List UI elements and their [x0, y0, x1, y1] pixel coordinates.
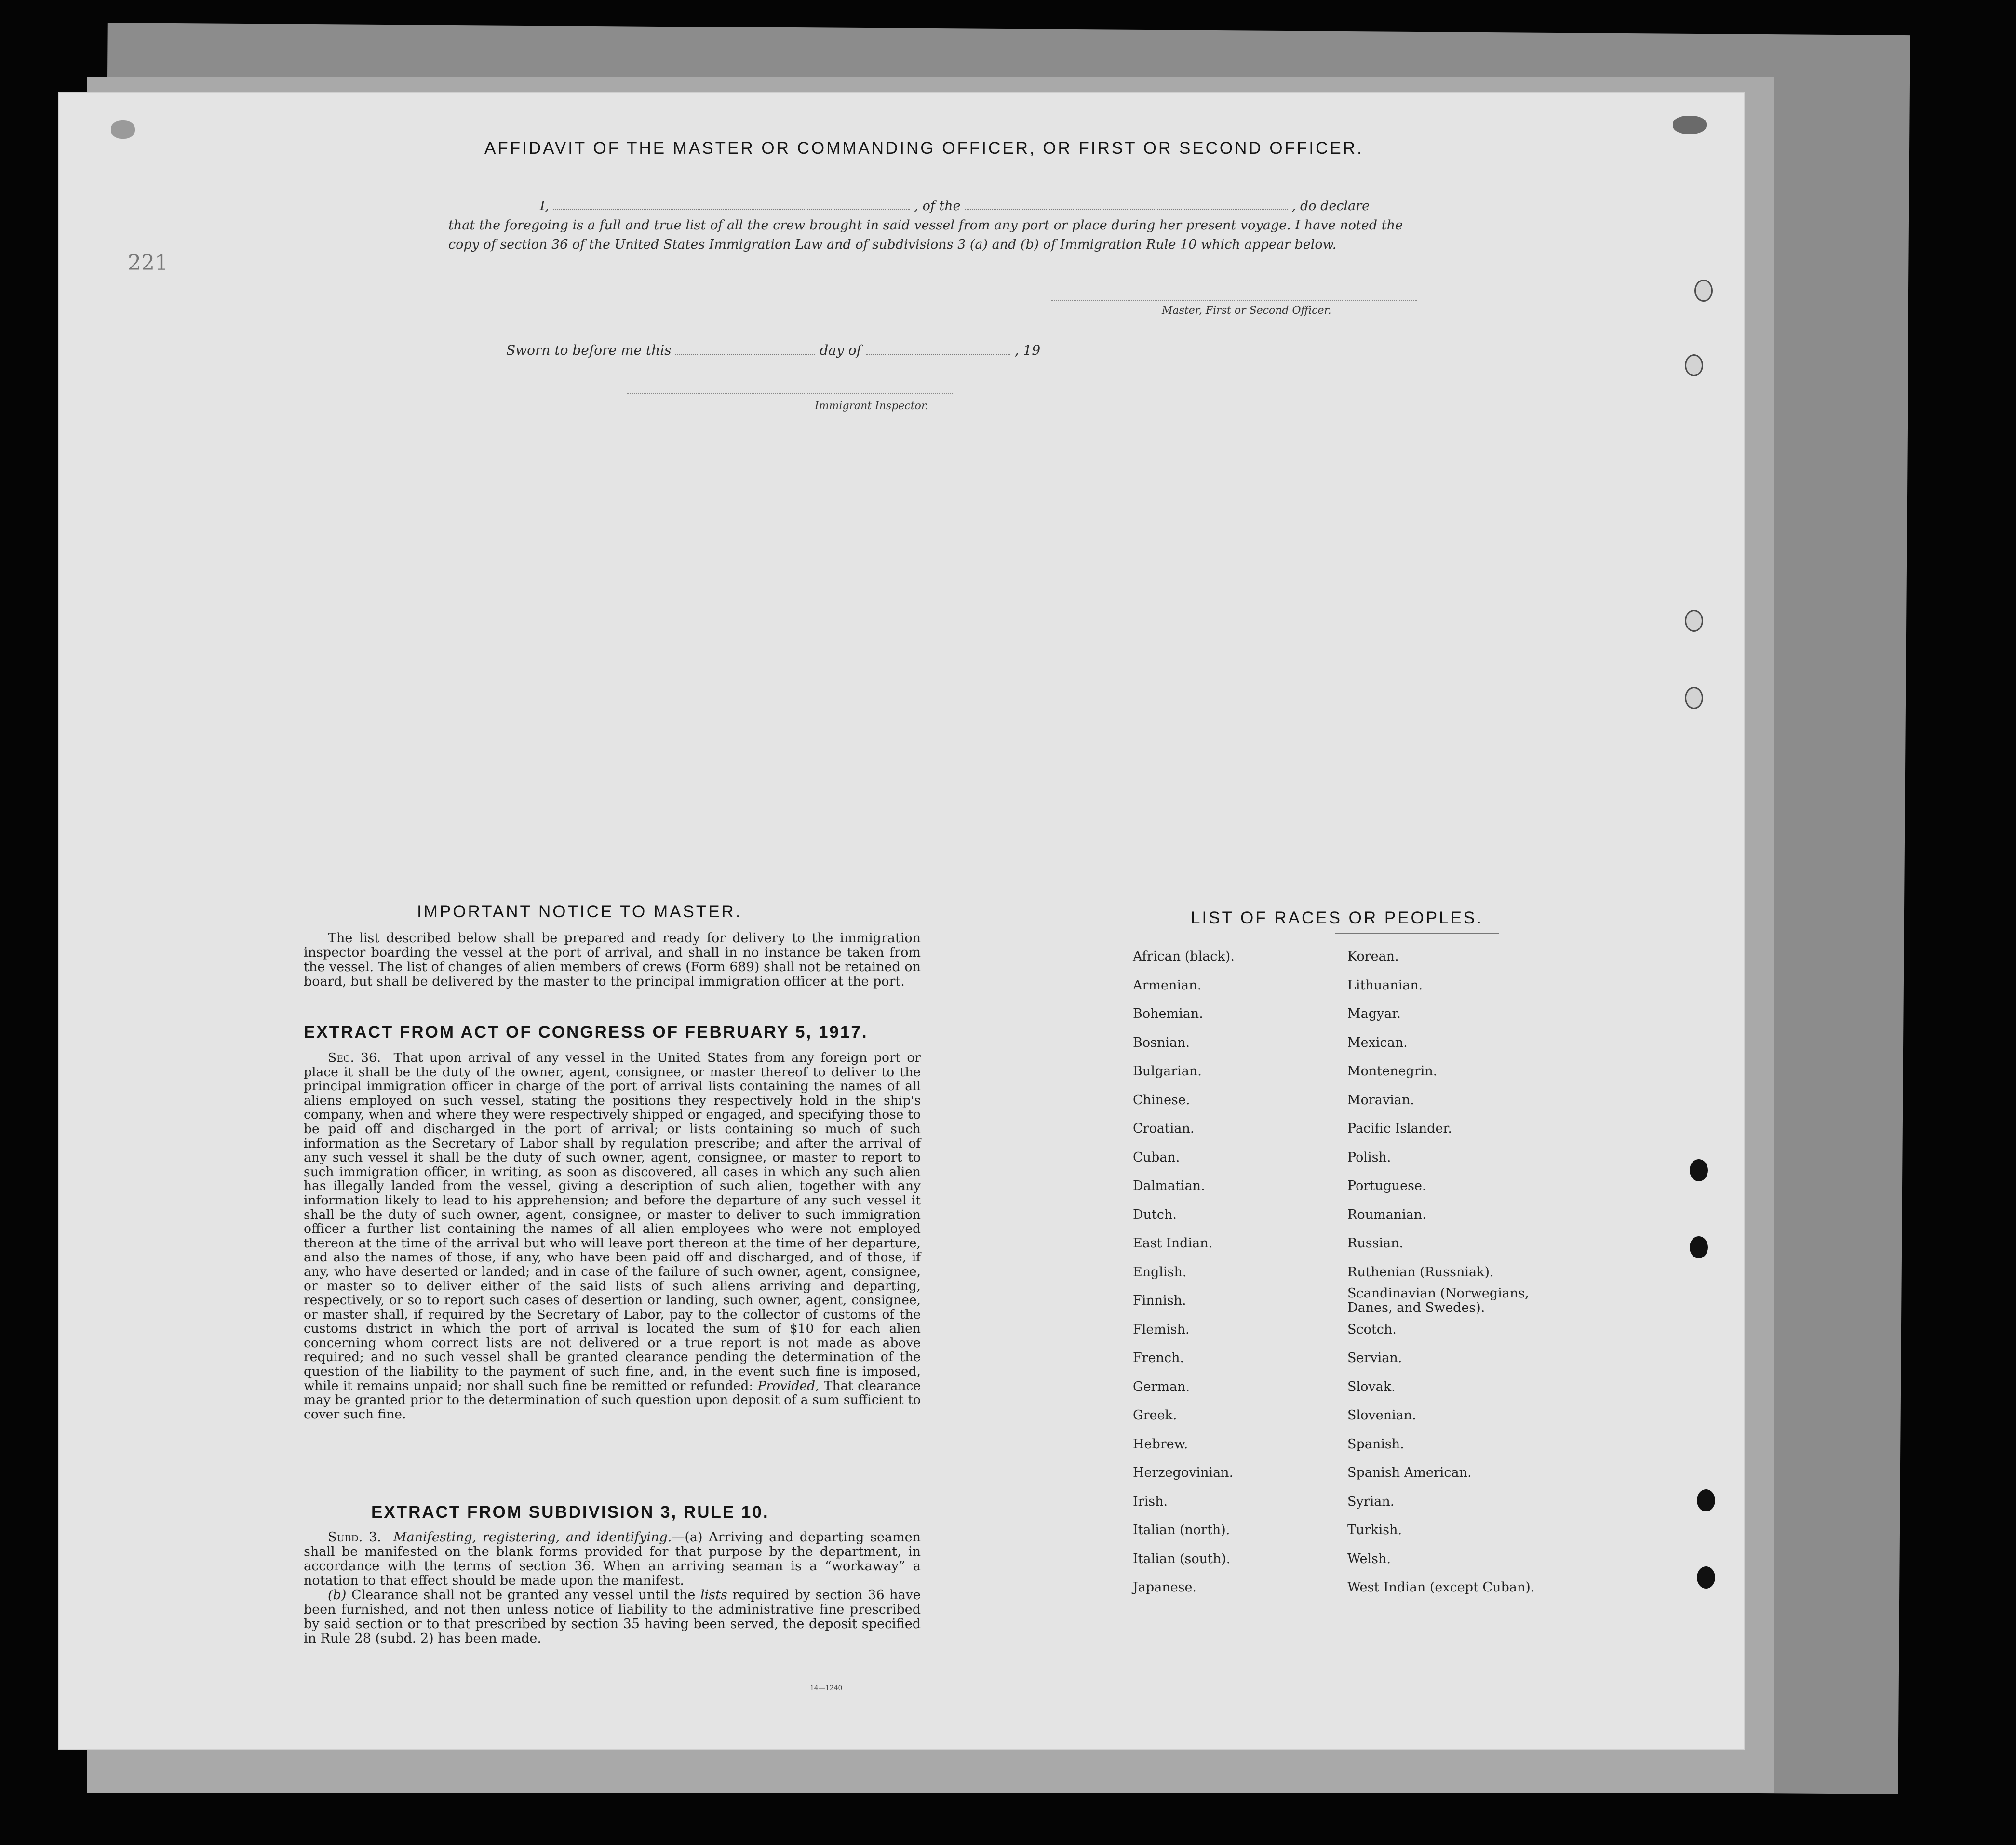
act-section-label: Sec. 36.: [328, 1050, 381, 1065]
punch-hole: [1694, 280, 1713, 302]
signature-caption: Master, First or Second Officer.: [1162, 305, 1331, 317]
race-item: Slovenian.: [1347, 1408, 1416, 1423]
affidavit-of-the-label: , of the: [914, 199, 961, 214]
signature-line[interactable]: [1051, 300, 1417, 301]
race-item: Slovak.: [1347, 1379, 1396, 1394]
punch-hole: [1685, 687, 1703, 709]
notice-text: The list described below shall be prepared and ready for delivery to the immigration inspector boarding the vessel at the port of arrival, and shall in no instance be taken from the vessel. The list of changes of alien members of crews (Form 689) shall not be retained on board, but shall be delivered by the master to the principal immigration officer at the port.: [304, 931, 921, 989]
race-item: Chinese.: [1133, 1092, 1190, 1108]
inspector-caption: Immigrant Inspector.: [815, 400, 928, 412]
races-column-1: [1133, 942, 1235, 1602]
race-item: Bohemian.: [1133, 1006, 1203, 1021]
race-item: French.: [1133, 1350, 1184, 1365]
race-item: Mexican.: [1347, 1035, 1408, 1050]
sworn-prefix: Sworn to before me this: [506, 342, 672, 358]
punch-hole: [1685, 610, 1703, 632]
race-item: Spanish.: [1347, 1436, 1404, 1452]
race-item: Finnish.: [1133, 1293, 1186, 1308]
act-title: EXTRACT FROM ACT OF CONGRESS OF FEBRUARY 5, 1917.: [304, 1023, 868, 1042]
notice-body: [304, 931, 921, 989]
subdivision-para-a: [304, 1530, 921, 1588]
race-item: Herzegovinian.: [1133, 1465, 1234, 1480]
race-item: Irish.: [1133, 1494, 1168, 1509]
race-item: Polish.: [1347, 1150, 1391, 1165]
subdivision-body: [304, 1530, 921, 1646]
race-item: Portuguese.: [1347, 1178, 1426, 1193]
race-item: German.: [1133, 1379, 1190, 1394]
act-text-end: That clearance may be granted prior to the determination of such question upon deposit of a sum sufficient to cover such fine.: [304, 1378, 921, 1422]
affidavit-do-declare-label: , do declare: [1291, 199, 1370, 214]
race-item: Servian.: [1347, 1350, 1402, 1365]
race-item: Montenegrin.: [1347, 1064, 1438, 1079]
race-item: Hebrew.: [1133, 1436, 1188, 1452]
race-item: Greek.: [1133, 1408, 1177, 1423]
affidavit-i-label: I,: [540, 199, 550, 214]
race-item: Bulgarian.: [1133, 1064, 1202, 1079]
race-item: Welsh.: [1347, 1551, 1391, 1566]
race-item: Magyar.: [1347, 1006, 1401, 1021]
act-provided-label: Provided,: [757, 1378, 820, 1393]
act-body: [304, 1051, 921, 1421]
torn-edge: [111, 120, 135, 139]
race-item: Ruthenian (Russniak).: [1347, 1264, 1494, 1280]
race-item: Armenian.: [1133, 977, 1202, 993]
race-item: Japanese.: [1133, 1580, 1197, 1595]
race-item: Korean.: [1347, 949, 1399, 964]
race-item: Dalmatian.: [1133, 1178, 1205, 1193]
race-item: Moravian.: [1347, 1092, 1414, 1108]
affidavit-statement: that the foregoing is a full and true list of all the crew brought in said vessel from any port or place during her present voyage. I have noted the copy of section 36 of the United States Immigration Law and of subdivisions 3 (a) and (b) of Immigration Rule 10 which appear below.: [448, 218, 1403, 252]
race-item: Flemish.: [1133, 1322, 1190, 1337]
act-text: That upon arrival of any vessel in the United States from any foreign port or place it shall be the duty of the owner, agent, consignee, or master thereof to deliver to the principal immigration officer in charge of the port of arrival lists containing the names of all aliens employed on such vessel, stating the positions they respectively hold in the ship's company, when and where they were respectively shipped or engaged, and specifying those to be paid off and discharged in the port of arrival; or lists containing so much of such information as the Secretary of Labor shall by regulation prescribe; and after the arrival of any such vessel it shall be the duty of such owner, agent, consignee, or master to report to such immigration officer, in writing, as soon as discovered, all cases in which any such alien has illegally landed from the vessel, giving a description of such alien, together with any information likely to lead to his apprehension; and before the departure of any such vessel it shall be the duty of such owner, agent, consignee, or master to deliver to such immigration officer a further list containing the names of all alien employees who were not employed thereon at the time of the arrival but who will leave port thereon at the time of her departure, and also the names of those, if any, who have been paid off and discharged, and of those, if any, who have deserted or landed; and in case of the failure of such owner, agent, consignee, or master so to deliver either of the said lists of such aliens arriving and departing, respectively, or so to report such cases of desertion or landing, such owner, agent, consignee, or master shall, if required by the Secretary of Labor, pay to the collector of customs of the customs district in which the port of arrival is located the sum of $10 for each alien concerning whom correct lists are not delivered or a true report is not made as above required; and no such vessel shall be granted clearance pending the determination of the question of the liability to the payment of such fine, and, in the event such fine is imposed, while it remains unpaid; nor shall such fine be remitted or refunded:: [304, 1050, 921, 1393]
race-item: Spanish American.: [1347, 1465, 1472, 1480]
vessel-name-blank[interactable]: [965, 199, 1288, 210]
sworn-month-blank[interactable]: [866, 343, 1010, 355]
race-item: East Indian.: [1133, 1236, 1213, 1251]
subdivision-para-b-lists: lists: [700, 1588, 727, 1603]
margin-handwritten-number: 221: [128, 251, 168, 275]
races-column-2: [1347, 942, 1550, 1602]
affidavit-title: AFFIDAVIT OF THE MASTER OR COMMANDING OFFICER, OR FIRST OR SECOND OFFICER.: [484, 139, 1364, 158]
year-label: , 19: [1014, 342, 1041, 358]
punch-hole: [1690, 1159, 1708, 1181]
race-item: Pacific Islander.: [1347, 1121, 1452, 1136]
race-item: Cuban.: [1133, 1150, 1180, 1165]
race-item: Syrian.: [1347, 1494, 1395, 1509]
master-name-blank[interactable]: [553, 199, 910, 210]
day-of-label: day of: [820, 342, 861, 358]
manifest-sheet: [58, 92, 1745, 1750]
subdivision-heading: Manifesting, registering, and identifying.: [393, 1530, 672, 1545]
subdivision-para-a-text: —(a) Arriving and departing seamen shall be manifested on the blank forms provided for that purpose by the department, in accordance with the terms of section 36. When an arriving seaman is a “workaway” a notation to that effect should be made upon the manifest.: [304, 1530, 921, 1588]
punch-hole: [1685, 354, 1703, 376]
race-item: English.: [1133, 1264, 1187, 1280]
race-item: Turkish.: [1347, 1523, 1402, 1538]
punch-hole: [1697, 1489, 1715, 1511]
sworn-line: [506, 342, 1040, 358]
form-number: 14—1240: [810, 1685, 843, 1692]
race-item: Italian (south).: [1133, 1551, 1231, 1566]
race-item: African (black).: [1133, 949, 1235, 964]
subdivision-para-b: [304, 1588, 921, 1646]
race-item: Russian.: [1347, 1236, 1404, 1251]
notice-title: IMPORTANT NOTICE TO MASTER.: [417, 902, 742, 921]
race-item: Roumanian.: [1347, 1207, 1426, 1222]
race-item: Lithuanian.: [1347, 977, 1423, 993]
punch-hole: [1697, 1566, 1715, 1589]
races-title: LIST OF RACES OR PEOPLES.: [1191, 909, 1484, 927]
race-item: Italian (north).: [1133, 1523, 1230, 1538]
subdivision-title: EXTRACT FROM SUBDIVISION 3, RULE 10.: [371, 1503, 769, 1522]
torn-corner: [1673, 116, 1707, 134]
race-item: Scandinavian (Norwegians, Danes, and Swedes).: [1347, 1286, 1529, 1315]
race-item: Dutch.: [1133, 1207, 1177, 1222]
subdivision-label: Subd. 3.: [328, 1530, 381, 1545]
races-title-rule: [1335, 933, 1499, 934]
race-item: Bosnian.: [1133, 1035, 1190, 1050]
subdivision-para-b-start: Clearance shall not be granted any vessel until the: [351, 1588, 696, 1603]
race-item: Scotch.: [1347, 1322, 1397, 1337]
punch-hole: [1690, 1236, 1708, 1258]
sworn-day-blank[interactable]: [675, 343, 815, 355]
affidavit-body: [448, 197, 1403, 254]
race-item: Croatian.: [1133, 1121, 1195, 1136]
subdivision-para-b-rest: required by section 36 have been furnished, and not then unless notice of liability to the administrative fine prescribed by said section or to that prescribed by section 35 having been served, the deposit specified in Rule 28 (subd. 2) has been made.: [304, 1588, 921, 1646]
inspector-signature-line[interactable]: [627, 393, 954, 394]
race-item: West Indian (except Cuban).: [1347, 1580, 1535, 1595]
subdivision-para-b-label: (b): [328, 1588, 347, 1603]
